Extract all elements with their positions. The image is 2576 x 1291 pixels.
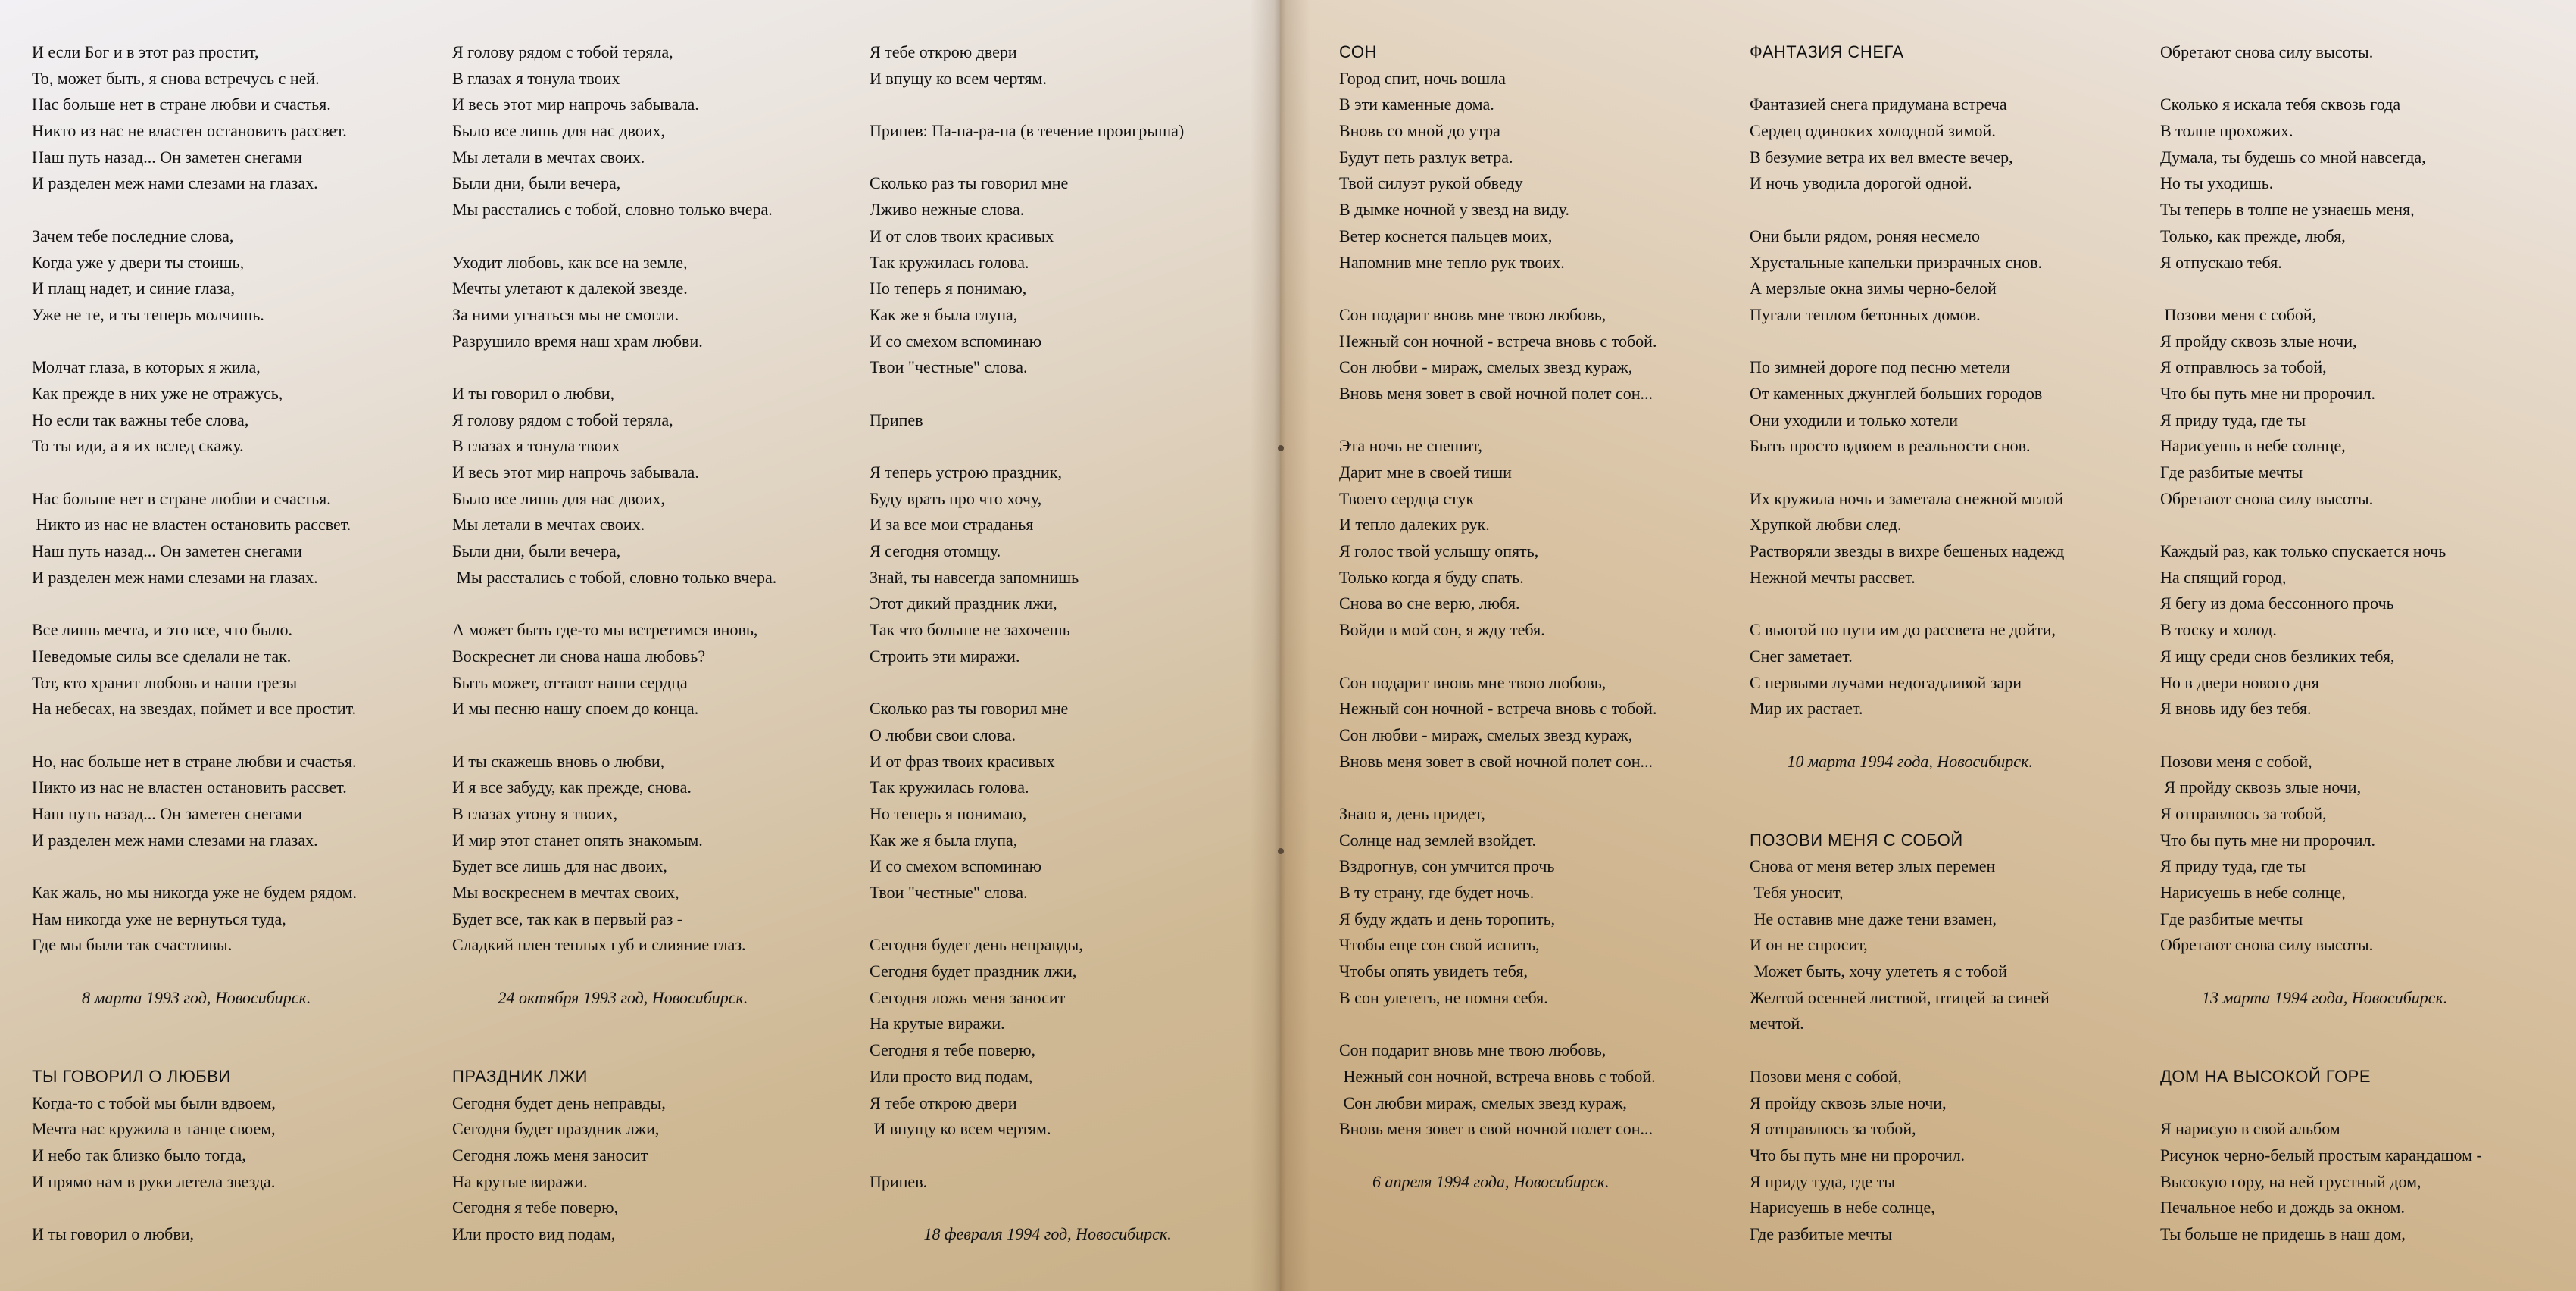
- blank-line: [1750, 329, 2174, 355]
- blank-line: [2160, 1011, 2569, 1037]
- lyric-line: Снова от меня ветер злых перемен: [1750, 856, 1996, 876]
- lyric-line: Войди в мой сон, я жду тебя.: [1339, 620, 1545, 640]
- lyric-line: Нас больше нет в стране любви и счастья.: [32, 488, 331, 508]
- lyric-line: Дарит мне в своей тиши: [1339, 463, 1512, 482]
- lyric-line: Но ты уходишь.: [2160, 173, 2274, 193]
- lyric-line: Твои "честные" слова.: [870, 883, 1028, 902]
- staple-mark: [1278, 848, 1284, 854]
- lyric-line: Обретают снова силу высоты.: [2160, 42, 2374, 61]
- lyric-line: Мечта нас кружила в танце своем,: [32, 1119, 276, 1139]
- lyric-line: Хрупкой любви след.: [1750, 515, 1902, 535]
- lyric-line: Сколько раз ты говорил мне: [870, 699, 1069, 719]
- lyric-line: Мы летали в мечтах своих.: [452, 147, 645, 167]
- lyric-line: Снег заметает.: [1750, 646, 1853, 666]
- lyric-line: Никто из нас не властен остановить рассвет.: [32, 778, 347, 797]
- lyric-line: Я теперь устрою праздник,: [870, 463, 1062, 482]
- lyric-line: Я приду туда, где ты: [2160, 856, 2306, 876]
- lyric-line: Знаю я, день придет,: [1339, 803, 1485, 823]
- lyric-line: Но в двери нового дня: [2160, 672, 2319, 692]
- blank-line: [1750, 775, 2174, 801]
- lyric-line: Вновь меня зовет в свой ночной полет сон...: [1339, 383, 1653, 403]
- lyric-line: И впущу ко всем чертям.: [870, 1119, 1051, 1139]
- blank-line: [2160, 66, 2569, 92]
- lyric-line: За ними угнаться мы не смогли.: [452, 304, 679, 324]
- date-signature: 10 марта 1994 года, Новосибирск.: [1750, 751, 2033, 771]
- lyric-line: Зачем тебе последние слова,: [32, 226, 234, 245]
- lyric-line: В безумие ветра их вел вместе вечер,: [1750, 147, 2013, 167]
- lyric-line: Только, как прежде, любя,: [2160, 226, 2346, 245]
- blank-line: [1339, 407, 1733, 434]
- blank-line: [1750, 801, 2174, 828]
- blank-line: [452, 223, 876, 250]
- lyric-line: Мы воскреснем в мечтах своих,: [452, 883, 679, 902]
- lyric-line: Мы летали в мечтах своих.: [452, 515, 645, 535]
- blank-line: [2160, 1090, 2569, 1117]
- date-signature: 18 февраля 1994 год, Новосибирск.: [870, 1224, 1172, 1243]
- lyric-line: И ночь уводила дорогой одной.: [1750, 173, 1972, 193]
- lyric-line: Где разбитые мечты: [2160, 463, 2303, 482]
- lyric-line: Ты теперь в толпе не узнаешь меня,: [2160, 200, 2415, 220]
- blank-line: [870, 1195, 1248, 1221]
- lyric-line: Нежный сон ночной, встреча вновь с тобой.: [1339, 1066, 1656, 1086]
- lyric-line: Твои "честные" слова.: [870, 357, 1028, 377]
- lyrics-column-6: [2160, 39, 2569, 1248]
- song-title: ПРАЗДНИК ЛЖИ: [452, 1066, 588, 1086]
- lyric-line: Думала, ты будешь со мной навсегда,: [2160, 147, 2426, 167]
- lyric-line: Хрустальные капельки призрачных снов.: [1750, 252, 2043, 272]
- blank-line: [1339, 1143, 1733, 1169]
- blank-line: [2160, 276, 2569, 302]
- lyric-line: И я все забуду, как прежде, снова.: [452, 778, 692, 797]
- lyric-line: Сон подарит вновь мне твою любовь,: [1339, 1040, 1606, 1060]
- date-signature: 24 октября 1993 год, Новосибирск.: [452, 987, 748, 1007]
- blank-line: [870, 381, 1248, 407]
- blank-line: [32, 959, 456, 985]
- lyric-line: Нарисуешь в небе солнце,: [2160, 883, 2346, 902]
- lyrics-column-2: [452, 39, 876, 1248]
- lyric-line: Я отправлюсь за тобой,: [2160, 803, 2327, 823]
- lyric-line: Каждый раз, как только спускается ночь: [2160, 541, 2446, 561]
- lyric-line: В тоску и холод.: [2160, 620, 2277, 640]
- lyric-line: Город спит, ночь вошла: [1339, 68, 1506, 88]
- lyric-line: Как же я была глупа,: [870, 830, 1018, 850]
- blank-line: [32, 1195, 456, 1221]
- lyric-line: И мы песню нашу споем до конца.: [452, 699, 699, 719]
- lyric-line: Я отпускаю тебя.: [2160, 252, 2282, 272]
- lyric-line: С первыми лучами недогадливой зари: [1750, 672, 2022, 692]
- lyric-line: Как жаль, но мы никогда уже не будем рядом.: [32, 883, 358, 902]
- blank-line: [2160, 512, 2569, 538]
- lyric-line: Я нарисую в свой альбом: [2160, 1119, 2340, 1139]
- lyric-line: Вновь меня зовет в свой ночной полет сон...: [1339, 751, 1653, 771]
- lyric-line: Когда-то с тобой мы были вдвоем,: [32, 1093, 276, 1112]
- lyric-line: В дымке ночной у звезд на виду.: [1339, 200, 1569, 220]
- song-title: ДОМ НА ВЫСОКОЙ ГОРЕ: [2160, 1066, 2371, 1086]
- lyric-line: Они уходили и только хотели: [1750, 410, 1959, 429]
- lyric-line: С вьюгой по пути им до рассвета не дойти,: [1750, 620, 2056, 640]
- lyric-line: Сегодня будет праздник лжи,: [870, 962, 1077, 981]
- lyric-line: Были дни, были вечера,: [452, 173, 621, 193]
- lyric-line: На крутые виражи.: [452, 1171, 588, 1191]
- lyric-line: Но теперь я понимаю,: [870, 279, 1027, 298]
- lyric-line: Ветер коснется пальцев моих,: [1339, 226, 1553, 245]
- lyric-line: Я ищу среди снов безликих тебя,: [2160, 646, 2395, 666]
- blank-line: [870, 145, 1248, 171]
- lyric-line: Печальное небо и дождь за окном.: [2160, 1198, 2405, 1218]
- lyric-line: Где разбитые мечты: [1750, 1224, 1893, 1243]
- lyric-line: А мерзлые окна зимы черно-белой: [1750, 279, 1997, 298]
- lyric-line: И весь этот мир напрочь забывала.: [452, 95, 699, 114]
- lyric-line: И тепло далеких рук.: [1339, 515, 1490, 535]
- lyric-line: То, может быть, я снова встречусь с ней.: [32, 68, 320, 88]
- lyric-line: Воскреснет ли снова наша любовь?: [452, 646, 706, 666]
- blank-line: [870, 433, 1248, 460]
- lyrics-column-5: [1750, 39, 2174, 1248]
- lyric-line: Лживо нежные слова.: [870, 200, 1025, 220]
- lyric-line: В толпе прохожих.: [2160, 121, 2293, 141]
- lyric-line: Я пройду сквозь злые ночи,: [1750, 1093, 1947, 1112]
- lyric-line: Эта ночь не спешит,: [1339, 436, 1482, 456]
- lyric-line: В глазах я тонула твоих: [452, 436, 620, 456]
- lyric-line: Уже не те, и ты теперь молчишь.: [32, 304, 264, 324]
- lyric-line: Сон любви - мираж, смелых звезд кураж,: [1339, 725, 1633, 744]
- lyric-line: И впущу ко всем чертям.: [870, 68, 1047, 88]
- song-title: ПОЗОВИ МЕНЯ С СОБОЙ: [1750, 830, 1963, 850]
- lyric-line: Я сегодня отомщу.: [870, 541, 1001, 561]
- lyric-line: И разделен меж нами слезами на глазах.: [32, 830, 318, 850]
- lyric-line: Или просто вид подам,: [452, 1224, 616, 1243]
- lyric-line: Были дни, были вечера,: [452, 541, 621, 561]
- lyrics-column-1: [32, 39, 456, 1248]
- blank-line: [452, 959, 876, 985]
- lyric-line: Мир их растает.: [1750, 699, 1863, 719]
- lyric-line: Позови меня с собой,: [2160, 751, 2312, 771]
- lyric-line: Припев: Па-па-ра-па (в течение проигрыша): [870, 121, 1185, 141]
- lyric-line: Я тебе открою двери: [870, 42, 1017, 61]
- lyric-line: Их кружила ночь и заметала снежной мглой: [1750, 488, 2064, 508]
- lyric-line: Твой силуэт рукой обведу: [1339, 173, 1523, 193]
- lyric-line: Припев.: [870, 1171, 928, 1191]
- lyric-line: Или просто вид подам,: [870, 1066, 1033, 1086]
- lyric-line: Рисунок черно-белый простым карандашом -: [2160, 1145, 2482, 1165]
- lyric-line: Быть просто вдвоем в реальности снов.: [1750, 436, 2031, 456]
- staple-mark: [1278, 445, 1284, 451]
- date-signature: 13 марта 1994 года, Новосибирск.: [2160, 987, 2448, 1007]
- lyric-line: Чтобы опять увидеть тебя,: [1339, 962, 1528, 981]
- lyric-line: И разделен меж нами слезами на глазах.: [32, 567, 318, 587]
- lyric-line: Позови меня с собой,: [2160, 304, 2317, 324]
- blank-line: [1339, 775, 1733, 801]
- lyric-line: Я приду туда, где ты: [1750, 1171, 1896, 1191]
- lyric-line: Я пройду сквозь злые ночи,: [2160, 778, 2362, 797]
- lyric-line: Наш путь назад... Он заметен снегами: [32, 803, 302, 823]
- lyric-line: Сон любви - мираж, смелых звезд кураж,: [1339, 357, 1633, 377]
- lyric-line: По зимней дороге под песню метели: [1750, 357, 2010, 377]
- lyric-line: Я приду туда, где ты: [2160, 410, 2306, 429]
- lyric-line: Они были рядом, роняя несмело: [1750, 226, 1981, 245]
- lyric-line: Сегодня будет день неправды,: [452, 1093, 666, 1112]
- lyric-line: Строить эти миражи.: [870, 646, 1020, 666]
- lyric-line: Я вновь иду без тебя.: [2160, 699, 2312, 719]
- lyric-line: Неведомые силы все сделали не так.: [32, 646, 292, 666]
- lyric-line: Я пройду сквозь злые ночи,: [2160, 331, 2357, 351]
- lyric-line: И со смехом вспоминаю: [870, 856, 1042, 876]
- blank-line: [2160, 1037, 2569, 1064]
- song-title: ФАНТАЗИЯ СНЕГА: [1750, 42, 1904, 61]
- lyric-line: Мы расстались с тобой, словно только вчера.: [452, 200, 773, 220]
- blank-line: [870, 670, 1248, 697]
- lyric-line: Что бы путь мне ни пророчил.: [2160, 383, 2376, 403]
- lyric-line: Может быть, хочу улететь я с тобой: [1750, 962, 2008, 981]
- lyric-line: Солнце над землей взойдет.: [1339, 830, 1536, 850]
- lyric-line: Я голову рядом с тобой теряла,: [452, 410, 673, 429]
- lyric-line: Нежный сон ночной - встреча вновь с тобой.: [1339, 331, 1657, 351]
- lyric-line: мечтой.: [1750, 1014, 1804, 1034]
- lyric-line: То ты иди, а я их вслед скажу.: [32, 436, 244, 456]
- lyric-line: И ты говорил о любви,: [452, 383, 615, 403]
- lyric-line: И прямо нам в руки летела звезда.: [32, 1171, 276, 1191]
- lyrics-column-4: [1339, 39, 1733, 1195]
- lyric-line: Уходит любовь, как все на земле,: [452, 252, 688, 272]
- blank-line: [1339, 1011, 1733, 1037]
- lyric-line: Так кружилась голова.: [870, 252, 1029, 272]
- lyric-line: Твоего сердца стук: [1339, 488, 1475, 508]
- lyric-line: И от фраз твоих красивых: [870, 751, 1055, 771]
- lyric-line: Было все лишь для нас двоих,: [452, 121, 665, 141]
- blank-line: [1750, 1037, 2174, 1064]
- blank-line: [870, 92, 1248, 118]
- lyrics-column-3: [870, 39, 1248, 1248]
- lyric-line: И весь этот мир напрочь забывала.: [452, 463, 699, 482]
- lyric-line: Этот дикий праздник лжи,: [870, 594, 1057, 613]
- lyric-line: Сон любви мираж, смелых звезд кураж,: [1339, 1093, 1627, 1112]
- lyric-line: Сегодня ложь меня заносит: [452, 1145, 648, 1165]
- blank-line: [32, 722, 456, 749]
- lyric-line: Так кружилась голова.: [870, 778, 1029, 797]
- lyric-line: Сердец одиноких холодной зимой.: [1750, 121, 1996, 141]
- lyric-line: Сколько я искала тебя сквозь года: [2160, 95, 2401, 114]
- lyric-line: Сегодня я тебе поверю,: [870, 1040, 1036, 1060]
- lyric-line: Сладкий плен теплых губ и слияние глаз.: [452, 935, 746, 955]
- lyric-line: И он не спросит,: [1750, 935, 1868, 955]
- blank-line: [32, 1037, 456, 1064]
- blank-line: [32, 1011, 456, 1037]
- lyric-line: Как же я была глупа,: [870, 304, 1018, 324]
- blank-line: [452, 354, 876, 381]
- lyric-line: На спящий город,: [2160, 567, 2287, 587]
- lyric-line: В глазах утону я твоих,: [452, 803, 618, 823]
- blank-line: [870, 906, 1248, 933]
- lyric-line: Я голову рядом с тобой теряла,: [452, 42, 673, 61]
- blank-line: [32, 591, 456, 617]
- blank-line: [1750, 197, 2174, 223]
- lyric-line: Сегодня я тебе поверю,: [452, 1198, 619, 1218]
- lyric-line: Тот, кто хранит любовь и наши грезы: [32, 672, 298, 692]
- lyric-line: И за все мои страданья: [870, 515, 1034, 535]
- lyric-line: Я буду ждать и день торопить,: [1339, 909, 1556, 928]
- lyric-line: Но если так важны тебе слова,: [32, 410, 249, 429]
- lyric-line: Что бы путь мне ни пророчил.: [2160, 830, 2376, 850]
- lyric-line: Чтобы еще сон свой испить,: [1339, 935, 1540, 955]
- lyric-line: Не оставив мне даже тени взамен,: [1750, 909, 1997, 928]
- lyric-line: Никто из нас не властен остановить рассвет.: [32, 515, 351, 535]
- lyric-line: Но, нас больше нет в стране любви и счастья.: [32, 751, 357, 771]
- lyric-line: Никто из нас не властен остановить рассвет.: [32, 121, 347, 141]
- lyric-line: Обретают снова силу высоты.: [2160, 935, 2374, 955]
- lyric-line: Сегодня ложь меня заносит: [870, 987, 1066, 1007]
- lyric-line: Сколько раз ты говорил мне: [870, 173, 1069, 193]
- blank-line: [1339, 644, 1733, 670]
- blank-line: [2160, 722, 2569, 749]
- lyric-line: Так что больше не захочешь: [870, 620, 1070, 640]
- song-title: СОН: [1339, 42, 1377, 61]
- lyric-line: Все лишь мечта, и это все, что было.: [32, 620, 292, 640]
- lyric-line: Я отправлюсь за тобой,: [1750, 1119, 1916, 1139]
- lyric-line: Вновь меня зовет в свой ночной полет сон...: [1339, 1119, 1653, 1139]
- lyric-line: Вновь со мной до утра: [1339, 121, 1500, 141]
- lyric-line: Наш путь назад... Он заметен снегами: [32, 541, 302, 561]
- lyric-line: Когда уже у двери ты стоишь,: [32, 252, 245, 272]
- lyric-line: Будет все лишь для нас двоих,: [452, 856, 667, 876]
- blank-line: [870, 1143, 1248, 1169]
- date-signature: 8 марта 1993 год, Новосибирск.: [32, 987, 311, 1007]
- lyric-line: И разделен меж нами слезами на глазах.: [32, 173, 318, 193]
- lyric-line: В глазах я тонула твоих: [452, 68, 620, 88]
- lyric-line: Сегодня будет день неправды,: [870, 935, 1083, 955]
- lyric-line: Сегодня будет праздник лжи,: [452, 1119, 660, 1139]
- lyric-line: Разрушило время наш храм любви.: [452, 331, 703, 351]
- blank-line: [452, 722, 876, 749]
- lyric-line: Сон подарит вновь мне твою любовь,: [1339, 304, 1606, 324]
- lyric-line: Припев: [870, 410, 923, 429]
- lyric-line: Сон подарит вновь мне твою любовь,: [1339, 672, 1606, 692]
- blank-line: [1339, 276, 1733, 302]
- lyric-line: Наш путь назад... Он заметен снегами: [32, 147, 302, 167]
- lyric-line: Будет все, так как в первый раз -: [452, 909, 683, 928]
- song-title: ТЫ ГОВОРИЛ О ЛЮБВИ: [32, 1066, 231, 1086]
- lyric-line: О любви свои слова.: [870, 725, 1016, 744]
- lyric-line: Быть может, оттают наши сердца: [452, 672, 688, 692]
- lyric-line: Нежный сон ночной - встреча вновь с тобой.: [1339, 699, 1657, 719]
- lyric-line: На небесах, на звездах, поймет и все простит.: [32, 699, 357, 719]
- lyric-line: Молчат глаза, в которых я жила,: [32, 357, 261, 377]
- lyric-line: Я голос твой услышу опять,: [1339, 541, 1539, 561]
- lyric-line: А может быть где-то мы встретимся вновь,: [452, 620, 758, 640]
- lyric-line: И небо так близко было тогда,: [32, 1145, 246, 1165]
- lyric-line: Будут петь разлук ветра.: [1339, 147, 1513, 167]
- lyric-line: И плащ надет, и синие глаза,: [32, 279, 236, 298]
- lyric-line: Ты больше не придешь в наш дом,: [2160, 1224, 2406, 1243]
- lyric-line: Что бы путь мне ни пророчил.: [1750, 1145, 1966, 1165]
- lyric-line: Напомнив мне тепло рук твоих.: [1339, 252, 1565, 272]
- lyric-line: Растворяли звезды в вихре бешеных надежд: [1750, 541, 2065, 561]
- blank-line: [2160, 959, 2569, 985]
- lyric-line: И мир этот станет опять знакомым.: [452, 830, 703, 850]
- lyric-line: Где разбитые мечты: [2160, 909, 2303, 928]
- blank-line: [452, 591, 876, 617]
- lyric-line: И если Бог и в этот раз простит,: [32, 42, 259, 61]
- lyric-line: Мечты улетают к далекой звезде.: [452, 279, 688, 298]
- lyric-line: И от слов твоих красивых: [870, 226, 1054, 245]
- lyric-line: Вздрогнув, сон умчится прочь: [1339, 856, 1555, 876]
- lyric-line: На крутые виражи.: [870, 1014, 1005, 1034]
- lyric-line: Я бегу из дома бессонного прочь: [2160, 594, 2394, 613]
- lyric-line: Тебя уносит,: [1750, 883, 1844, 902]
- blank-line: [32, 329, 456, 355]
- lyric-line: Нарисуешь в небе солнце,: [1750, 1198, 1935, 1218]
- lyric-line: В эти каменные дома.: [1339, 95, 1494, 114]
- lyric-line: Я отправлюсь за тобой,: [2160, 357, 2327, 377]
- lyric-line: И со смехом вспоминаю: [870, 331, 1042, 351]
- lyric-line: В ту страну, где будет ночь.: [1339, 883, 1535, 902]
- lyric-line: Нас больше нет в стране любви и счастья.: [32, 95, 331, 114]
- blank-line: [32, 197, 456, 223]
- lyric-line: Позови меня с собой,: [1750, 1066, 1902, 1086]
- lyric-line: Но теперь я понимаю,: [870, 803, 1027, 823]
- blank-line: [1750, 66, 2174, 92]
- blank-line: [452, 1037, 876, 1064]
- blank-line: [1750, 722, 2174, 749]
- lyric-line: От каменных джунглей больших городов: [1750, 383, 2043, 403]
- lyric-line: Было все лишь для нас двоих,: [452, 488, 665, 508]
- blank-line: [32, 460, 456, 486]
- lyric-line: Знай, ты навсегда запомнишь: [870, 567, 1079, 587]
- date-signature: 6 апреля 1994 года, Новосибирск.: [1339, 1171, 1610, 1191]
- lyric-line: Я тебе открою двери: [870, 1093, 1017, 1112]
- blank-line: [1750, 460, 2174, 486]
- blank-line: [32, 853, 456, 880]
- lyric-line: Высокую гору, на ней грустный дом,: [2160, 1171, 2421, 1191]
- lyric-line: Мы расстались с тобой, словно только вчера.: [452, 567, 777, 587]
- lyric-line: Где мы были так счастливы.: [32, 935, 233, 955]
- lyric-line: Пугали теплом бетонных домов.: [1750, 304, 1981, 324]
- lyric-line: И ты говорил о любви,: [32, 1224, 195, 1243]
- lyric-line: Только когда я буду спать.: [1339, 567, 1524, 587]
- lyric-line: Нарисуешь в небе солнце,: [2160, 436, 2346, 456]
- blank-line: [452, 1011, 876, 1037]
- lyric-line: И ты скажешь вновь о любви,: [452, 751, 665, 771]
- lyric-line: Как прежде в них уже не отражусь,: [32, 383, 283, 403]
- blank-line: [1750, 591, 2174, 617]
- lyric-line: Желтой осенней листвой, птицей за синей: [1750, 987, 2050, 1007]
- lyric-line: Снова во сне верю, любя.: [1339, 594, 1520, 613]
- lyric-line: Буду врать про что хочу,: [870, 488, 1042, 508]
- lyric-line: Нам никогда уже не вернуться туда,: [32, 909, 286, 928]
- lyric-line: В сон улететь, не помня себя.: [1339, 987, 1548, 1007]
- booklet-fold: [1250, 0, 1310, 1291]
- lyric-line: Нежной мечты рассвет.: [1750, 567, 1916, 587]
- lyric-line: Фантазией снега придумана встреча: [1750, 95, 2007, 114]
- lyric-line: Обретают снова силу высоты.: [2160, 488, 2374, 508]
